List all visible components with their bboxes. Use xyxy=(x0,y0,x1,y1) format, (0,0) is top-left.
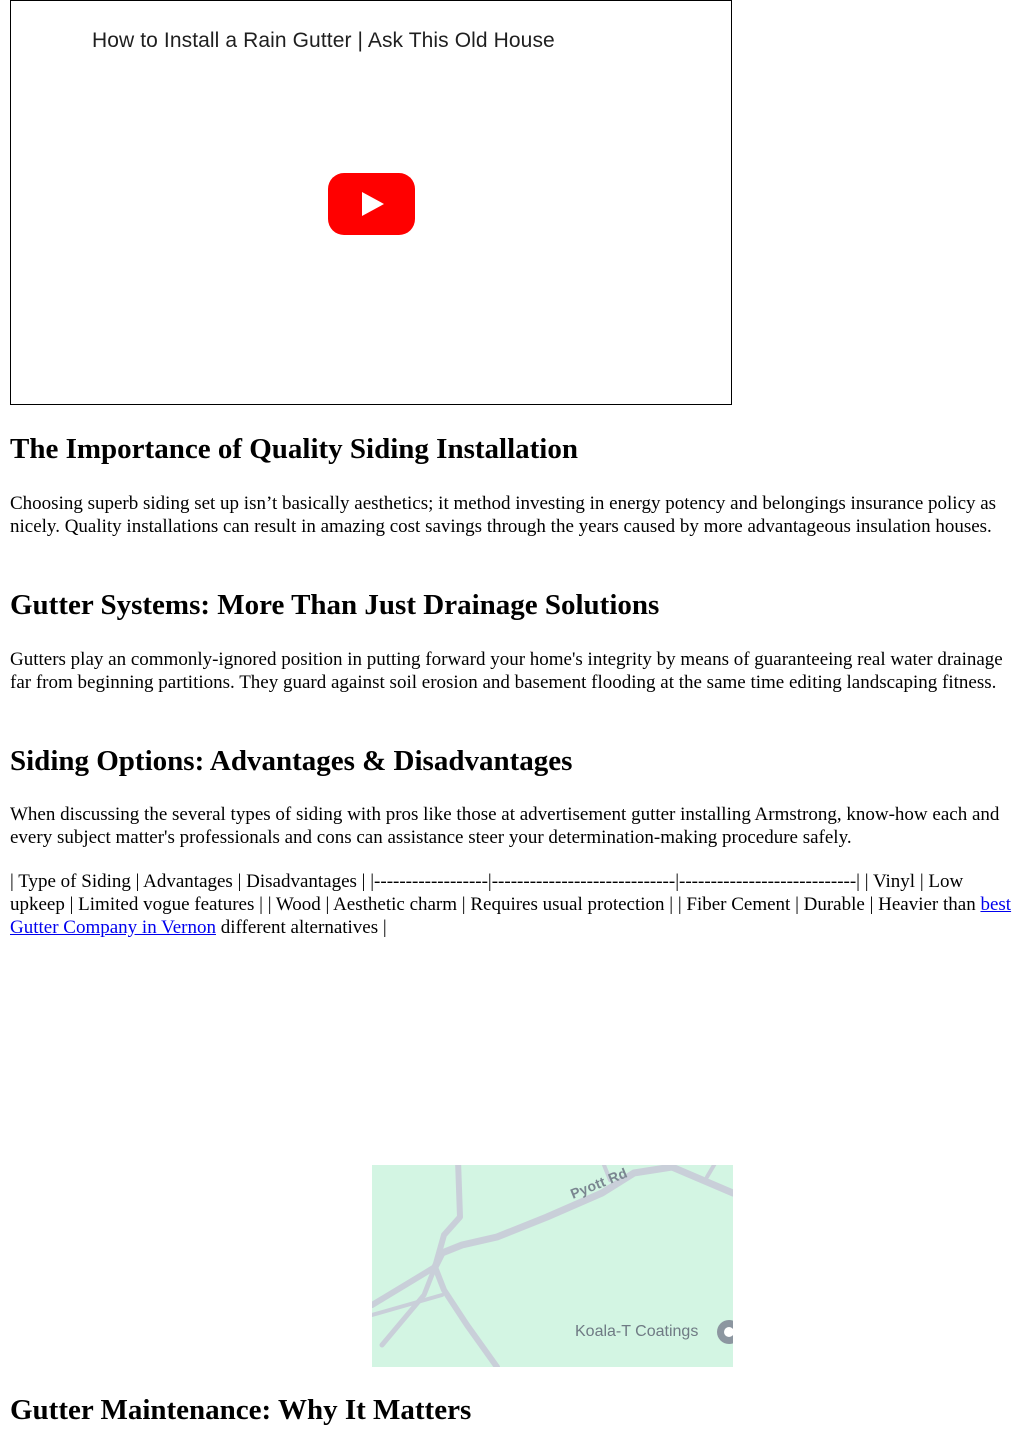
map-embed[interactable] xyxy=(372,1165,733,1367)
youtube-play-icon[interactable] xyxy=(328,173,415,235)
best-gutter-company-link[interactable]: best Gutter Company in Vernon xyxy=(10,894,1012,938)
paragraph-gutter-systems: Gutters play an commonly-ignored position in putting forward your home's integrity by means of guaranteeing real water drainage far from beginning partitions. They guard against soil erosion and basement flooding at the same time editing landscaping fitness. xyxy=(10,649,1003,693)
video-title[interactable]: How to Install a Rain Gutter | Ask This Old House xyxy=(92,29,555,52)
table-text-before-link: | Type of Siding | Advantages | Disadvantages | |------------------|-----------------------------|----------------------------| | Vinyl | Low upkeep | Limited vogue features | | Wood | Aesthetic charm | Requires usual protection | | Fiber Cement | Durable | Heavier than xyxy=(10,871,981,915)
map-place-label[interactable]: Koala-T Coatings xyxy=(575,1323,699,1340)
table-text-after-link: different alternatives | xyxy=(216,917,387,938)
map-road-label: Pyott Rd xyxy=(568,1165,630,1202)
heading-siding-options: Siding Options: Advantages & Disadvantages xyxy=(10,745,573,777)
video-embed[interactable] xyxy=(10,0,732,405)
heading-siding-installation: The Importance of Quality Siding Installation xyxy=(10,433,578,465)
paragraph-siding-installation: Choosing superb siding set up isn’t basically aesthetics; it method investing in energy potency and belongings insurance policy as nicely. Quality installations can result in amazing cost savings through the years caused by more advantageous insulation houses. xyxy=(10,493,997,537)
paragraph-siding-options: When discussing the several types of siding with pros like those at advertisement gutter installing Armstrong, know-how each and every subject matter's professionals and cons can assistance steer your determination-making procedure safely. xyxy=(10,804,1000,848)
siding-comparison-table-text xyxy=(10,870,1016,939)
heading-gutter-maintenance: Gutter Maintenance: Why It Matters xyxy=(10,1394,472,1426)
heading-gutter-systems: Gutter Systems: More Than Just Drainage Solutions xyxy=(10,589,660,621)
